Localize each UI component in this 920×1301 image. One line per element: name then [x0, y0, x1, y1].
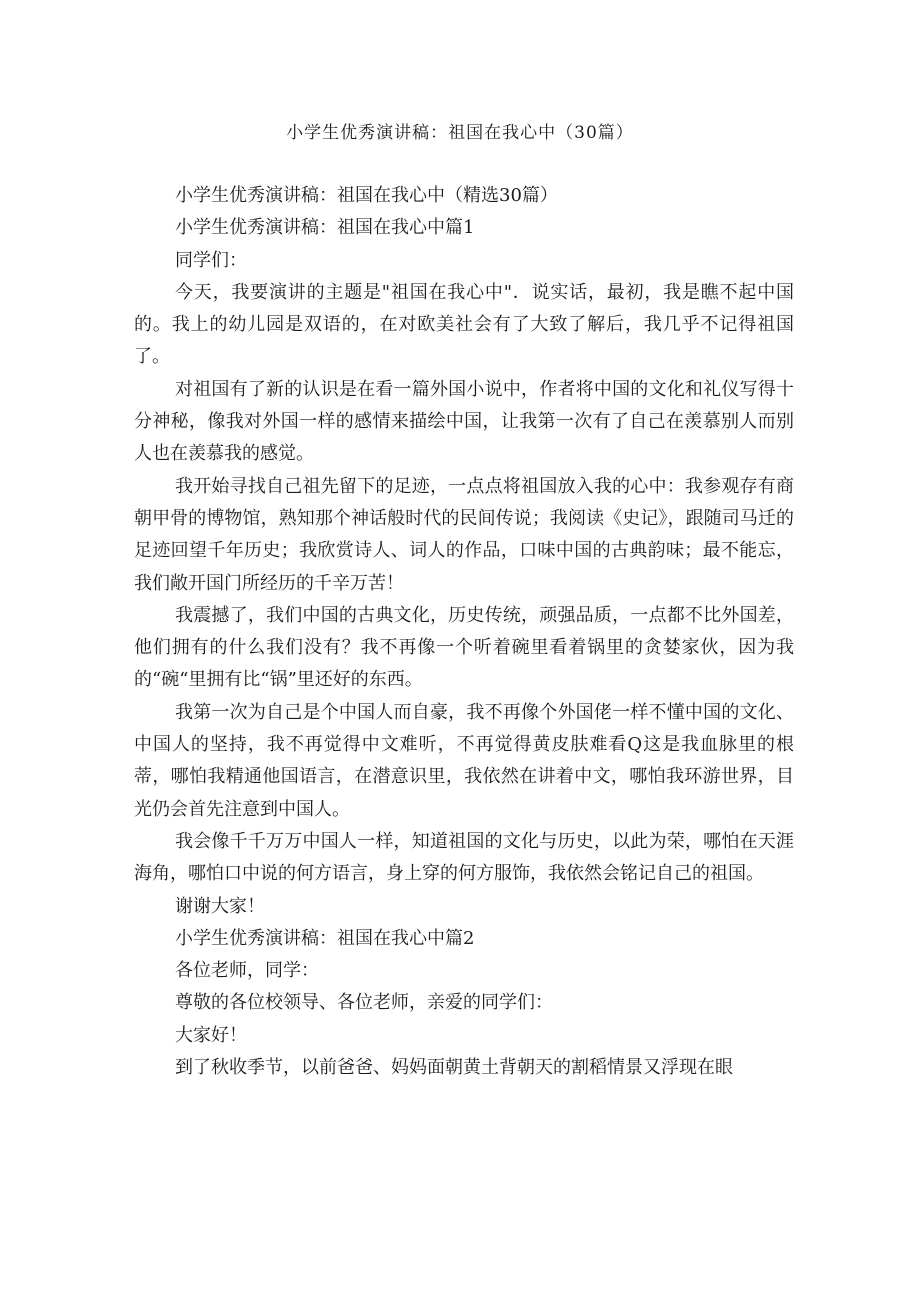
- paragraph: 我第一次为自己是个中国人而自豪，我不再像个外国佬一样不懂中国的文化、中国人的坚持，我不再觉得中文难听，不再觉得黄皮肤难看Q这是我血脉里的根蒂，哪怕我精通他国语言，在潜意识里，我依然在讲着中文，哪怕我环游世界，目光仍会首先注意到中国人。: [134, 701, 794, 820]
- paragraph: 我会像千千万万中国人一样，知道祖国的文化与历史，以此为荣，哪怕在天涯海角，哪怕口中说的何方语言，身上穿的何方服饰，我依然会铭记自己的祖国。: [134, 830, 794, 885]
- paragraph-section-heading-2: 小学生优秀演讲稿：祖国在我心中篇2: [175, 927, 475, 949]
- paragraph-subtitle: 小学生优秀演讲稿：祖国在我心中（精选30篇）: [175, 185, 558, 206]
- document-body: [134, 180, 794, 1084]
- paragraph-closing: 谢谢大家！: [175, 895, 265, 917]
- paragraph-greeting: 大家好！: [175, 1024, 247, 1046]
- paragraph: 我开始寻找自己祖先留下的足迹，一点点将祖国放入我的心中：我参观存有商朝甲骨的博物馆，熟知那个神话般时代的民间传说；我阅读《史记》，跟随司马迁的足迹回望千年历史；我欣赏诗人、词人的作品，口味中国的古典韵味；最不能忘，我们敞开国门所经历的千辛万苦！: [134, 475, 794, 594]
- paragraph: 我震撼了，我们中国的古典文化，历史传统，顽强品质，一点都不比外国差，他们拥有的什么我们没有？我不再像一个听着碗里看着锅里的贪婪家伙，因为我的“碗“里拥有比“锅”里还好的东西。: [134, 604, 794, 691]
- paragraph: 到了秋收季节，以前爸爸、妈妈面朝黄土背朝天的割稻情景又浮现在眼: [175, 1057, 733, 1079]
- paragraph-greeting: 同学们：: [175, 249, 247, 271]
- paragraph: 今天，我要演讲的主题是"祖国在我心中"．说实话，最初，我是瞧不起中国的。我上的幼儿园是双语的，在对欧美社会有了大致了解后，我几乎不记得祖国了。: [134, 281, 794, 368]
- paragraph-greeting: 尊敬的各位校领导、各位老师，亲爱的同学们：: [175, 992, 553, 1014]
- paragraph-greeting: 各位老师，同学：: [175, 960, 319, 982]
- paragraph: 对祖国有了新的认识是在看一篇外国小说中，作者将中国的文化和礼仪写得十分神秘，像我对外国一样的感情来描绘中国，让我第一次有了自己在羡慕别人而别人也在羡慕我的感觉。: [134, 378, 794, 465]
- paragraph-section-heading-1: 小学生优秀演讲稿：祖国在我心中篇1: [175, 217, 475, 239]
- document-title: 小学生优秀演讲稿：祖国在我心中（30篇）: [286, 123, 634, 143]
